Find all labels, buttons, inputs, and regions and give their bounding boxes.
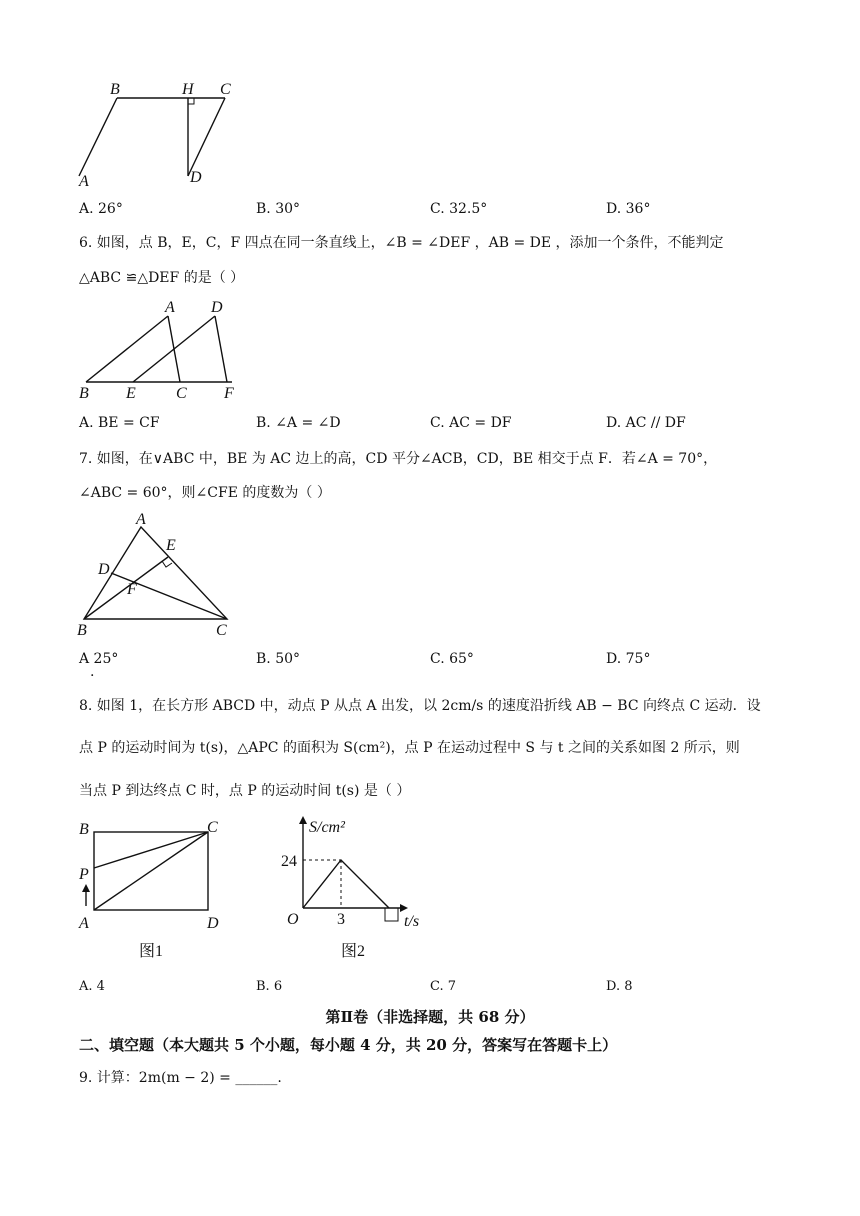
label-E: E [166,537,176,554]
label-E: E [126,385,136,402]
y-axis-label: S/cm² [309,819,345,836]
label-C: C [220,81,231,98]
q8-option-c: C. 7 [430,979,457,994]
q7-text-line1: 7. 如图，在∨ABC 中，BE 为 AC 边上的高，CD 平分∠ACB，CD，BE 相交于点 F．若∠A = 70°， [79,451,718,467]
label-A: A [136,511,146,528]
part-2-heading: 二、填空题（本大题共 5 个小题，每小题 4 分，共 20 分，答案写在答题卡上） [79,1036,618,1054]
figure-1-caption: 图1 [139,943,164,960]
q7-option-d: D. 75° [606,651,651,667]
q9-text: 9. 计算：2m(m − 2) = ______. [79,1070,282,1086]
label-C: C [176,385,187,402]
q8-option-a: A. 4 [79,979,105,994]
q5-option-c: C. 32.5° [430,201,488,217]
q7-text-line2: ∠ABC = 60°，则∠CFE 的度数为（ ） [79,485,331,501]
label-A: A [79,915,89,932]
q6-text-line1: 6. 如图，点 B，E，C，F 四点在同一条直线上，∠B = ∠DEF ，AB = DE ，添加一个条件，不能判定 [79,235,724,251]
label-F: F [127,581,137,598]
x-axis-label: t/s [404,913,420,930]
label-B: B [77,622,87,639]
q6-option-b: B. ∠A = ∠D [256,415,341,431]
x-tick-3: 3 [337,911,345,928]
label-C: C [216,622,227,639]
q5-option-d: D. 36° [606,201,651,217]
q8-text-line3: 当点 P 到达终点 C 时，点 P 的运动时间 t(s) 是（ ） [79,783,411,799]
label-B: B [79,821,89,838]
label-D: D [207,915,219,932]
label-F: F [224,385,234,402]
label-A: A [165,299,175,316]
label-B: B [79,385,89,402]
q6-text-line2: △ABC ≌△DEF 的是（ ） [79,270,245,286]
q7-option-a: A 25° [79,651,119,667]
q8-option-d: D. 8 [606,979,633,994]
q6-option-d: D. AC // DF [606,415,686,431]
label-A: A [79,173,89,190]
q8-text-line1: 8. 如图 1，在长方形 ABCD 中，动点 P 从点 A 出发，以 2cm/s 的速度沿折线 AB − BC 向终点 C 运动．设 [79,698,761,714]
label-D: D [98,561,110,578]
q5-option-b: B. 30° [256,201,301,217]
label-B: B [110,81,120,98]
origin-label: O [287,911,299,928]
stray-dot: . [90,664,95,680]
y-tick-24: 24 [281,853,297,870]
q5-option-a: A. 26° [79,201,123,217]
q7-option-c: C. 65° [430,651,474,667]
q8-text-line2: 点 P 的运动时间为 t(s)，△APC 的面积为 S(cm²)，点 P 在运动过程中 S 与 t 之间的关系如图 2 所示，则 [79,740,740,756]
label-D: D [211,299,223,316]
section-2-title: 第Ⅱ卷（非选择题，共 68 分） [325,1008,535,1026]
q7-option-b: B. 50° [256,651,301,667]
q8-option-b: B. 6 [256,979,283,994]
q6-option-a: A. BE = CF [79,415,160,431]
label-H: H [182,81,194,98]
label-P: P [79,866,89,883]
label-D: D [190,169,202,186]
q6-option-c: C. AC = DF [430,415,512,431]
figure-2-caption: 图2 [341,943,366,960]
label-C: C [207,819,218,836]
